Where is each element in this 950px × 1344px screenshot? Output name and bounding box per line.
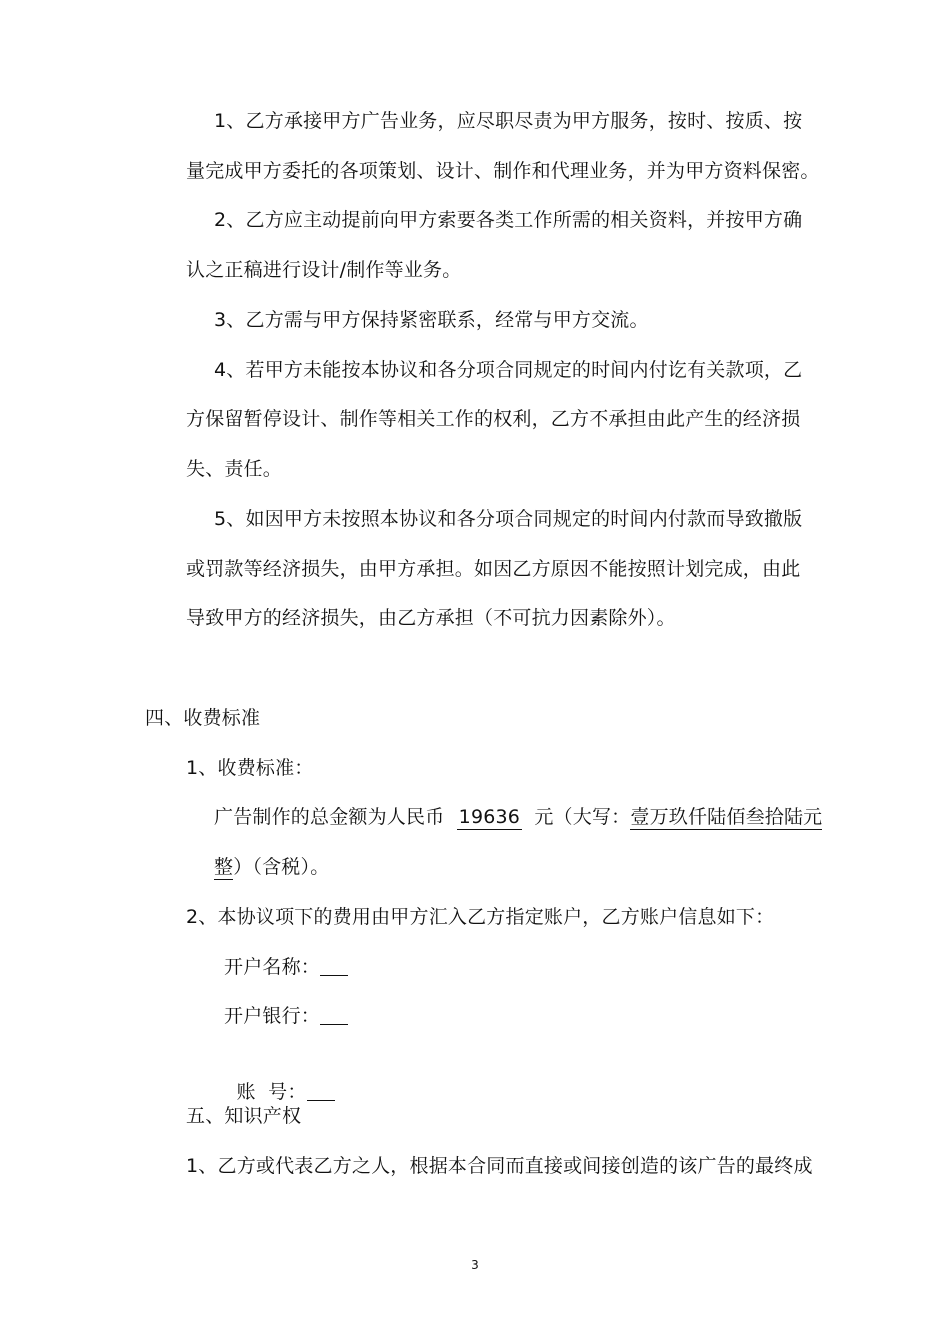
s3-item5-line1: 5、如因甲方未按照本协议和各分项合同规定的时间内付款而导致撤版 [214, 508, 803, 530]
s3-item2-line1: 2、乙方应主动提前向甲方索要各类工作所需的相关资料，并按甲方确 [214, 209, 803, 231]
fee-line [214, 804, 822, 830]
s4-item2: 2、本协议项下的费用由甲方汇入乙方指定账户，乙方账户信息如下： [186, 906, 775, 928]
fee-amount-words-end: 整 [214, 856, 234, 878]
account-name-row [224, 954, 348, 980]
section4-heading: 四、收费标准 [145, 707, 261, 729]
s3-item3-line1: 3、乙方需与甲方保持紧密联系，经常与甲方交流。 [214, 309, 649, 331]
s3-item2-line2: 认之正稿进行设计/制作等业务。 [186, 259, 462, 281]
fee-suffix: ）（含税）。 [233, 856, 330, 878]
account-name-label: 开户名称： [224, 956, 321, 978]
s3-item4-line1: 4、若甲方未能按本协议和各分项合同规定的时间内付讫有关款项，乙 [214, 359, 803, 381]
fee-mid: 元（大写： [534, 806, 631, 828]
account-no-label: 账 号： [236, 1081, 307, 1103]
fee-amount: 19636 [458, 806, 521, 828]
bank-row [224, 1003, 348, 1029]
s4-item1-title: 1、收费标准： [186, 757, 314, 779]
s3-item1-line1: 1、乙方承接甲方广告业务，应尽职尽责为甲方服务，按时、按质、按 [214, 110, 803, 132]
s5-item1: 1、乙方或代表乙方之人，根据本合同而直接或间接创造的该广告的最终成 [186, 1155, 813, 1177]
section5-heading: 五、知识产权 [186, 1105, 302, 1127]
s3-item5-line3: 导致甲方的经济损失，由乙方承担（不可抗力因素除外）。 [186, 607, 676, 629]
account-no-row [224, 1053, 335, 1105]
account-no-blank [307, 1082, 335, 1101]
s3-item4-line3: 失、责任。 [186, 458, 283, 480]
bank-blank [320, 1006, 348, 1025]
s3-item1-line2: 量完成甲方委托的各项策划、设计、制作和代理业务，并为甲方资料保密。 [186, 160, 820, 182]
fee-line-2 [214, 854, 329, 880]
bank-label: 开户银行： [224, 1005, 321, 1027]
fee-amount-words: 壹万玖仟陆佰叁拾陆元 [630, 806, 823, 828]
s3-item4-line2: 方保留暂停设计、制作等相关工作的权利，乙方不承担由此产生的经济损 [186, 408, 801, 430]
account-name-blank [320, 957, 348, 976]
s3-item5-line2: 或罚款等经济损失，由甲方承担。如因乙方原因不能按照计划完成，由此 [186, 558, 801, 580]
fee-prefix: 广告制作的总金额为人民币 [214, 806, 445, 828]
page-number: 3 [471, 1258, 479, 1272]
